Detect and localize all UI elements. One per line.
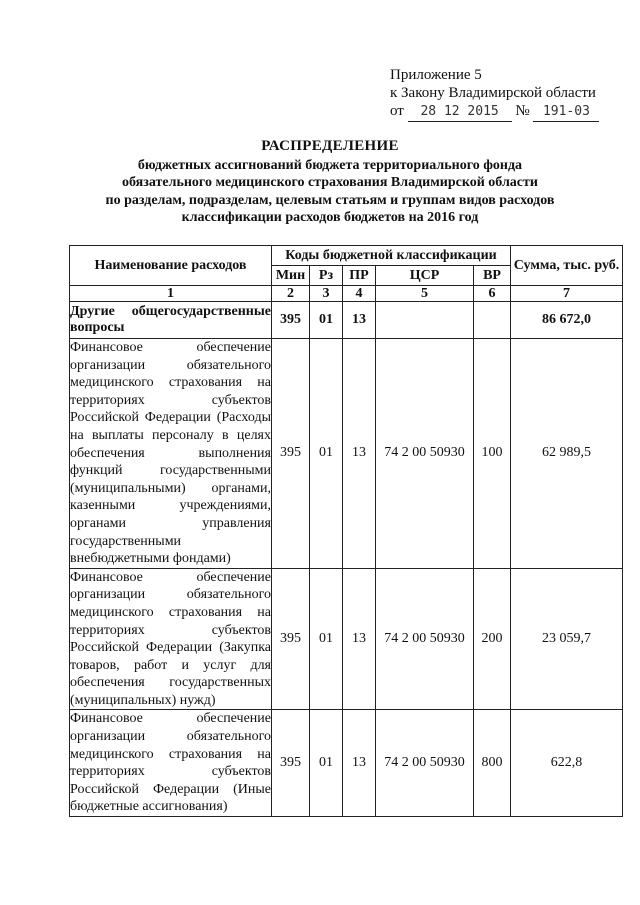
- row-rz: 01: [310, 339, 343, 569]
- date-value: 28 12 2015: [408, 103, 512, 122]
- row-rz: 01: [310, 302, 343, 339]
- column-number: 7: [511, 286, 623, 302]
- row-name: Финансовое обеспечение организации обязательного медицинского страхования на территориях субъектов Российской Федерации (Расходы на выплаты персоналу в целях обеспечения выполнения функций государственными (муниципальными) органами, казенными учреждениями, органами управления государственными внебюджетными фондами): [70, 339, 272, 569]
- row-rz: 01: [310, 568, 343, 710]
- header-pr: ПР: [343, 266, 376, 286]
- column-number: 5: [376, 286, 474, 302]
- table-row: [70, 302, 623, 339]
- column-number-row: [70, 286, 623, 302]
- row-sum: 23 059,7: [511, 568, 623, 710]
- header-csr: ЦСР: [376, 266, 474, 286]
- column-number: 1: [70, 286, 272, 302]
- column-number: 3: [310, 286, 343, 302]
- appendix-date-number-line: [390, 102, 630, 122]
- row-pr: 13: [343, 339, 376, 569]
- row-min: 395: [272, 568, 310, 710]
- row-name: Финансовое обеспечение организации обязательного медицинского страхования на территориях субъектов Российской Федерации (Иные бюджетные ассигнования): [70, 710, 272, 817]
- row-min: 395: [272, 710, 310, 817]
- header-codes: Коды бюджетной классификации: [272, 246, 511, 266]
- table-row: [70, 339, 623, 569]
- table-row: [70, 710, 623, 817]
- title-line-1: бюджетных ассигнований бюджета территориального фонда: [137, 157, 523, 173]
- row-vr: 800: [474, 710, 511, 817]
- title-line-3: по разделам, подразделам, целевым статьям и группам видов расходов: [105, 192, 555, 208]
- date-prefix: от: [390, 103, 404, 119]
- table-header-row: [70, 246, 623, 266]
- row-pr: 13: [343, 302, 376, 339]
- row-sum: 622,8: [511, 710, 623, 817]
- row-vr: 200: [474, 568, 511, 710]
- document-title: [40, 138, 620, 227]
- row-pr: 13: [343, 568, 376, 710]
- row-csr: [376, 302, 474, 339]
- row-min: 395: [272, 302, 310, 339]
- row-vr: [474, 302, 511, 339]
- title-main: РАСПРЕДЕЛЕНИЕ: [261, 138, 399, 154]
- row-csr: 74 2 00 50930: [376, 339, 474, 569]
- column-number: 6: [474, 286, 511, 302]
- header-vr: ВР: [474, 266, 511, 286]
- row-pr: 13: [343, 710, 376, 817]
- header-min: Мин: [272, 266, 310, 286]
- title-line-4: классификации расходов бюджетов на 2016 год: [181, 210, 479, 225]
- table-row: [70, 568, 623, 710]
- column-number: 4: [343, 286, 376, 302]
- number-value: 191-03: [533, 103, 599, 122]
- title-line-2: обязательного медицинского страхования Владимирской области: [122, 175, 538, 190]
- row-name: Другие общегосударственные вопросы: [70, 302, 272, 339]
- row-csr: 74 2 00 50930: [376, 568, 474, 710]
- header-sum: Сумма, тыс. руб.: [511, 246, 623, 286]
- appendix-label: Приложение 5: [390, 67, 482, 83]
- row-rz: 01: [310, 710, 343, 817]
- row-min: 395: [272, 339, 310, 569]
- row-csr: 74 2 00 50930: [376, 710, 474, 817]
- budget-table: [69, 245, 623, 817]
- row-name: Финансовое обеспечение организации обязательного медицинского страхования на территориях субъектов Российской Федерации (Закупка товаров, работ и услуг для обеспечения государственных (муниципальных) нужд): [70, 568, 272, 710]
- row-sum: 62 989,5: [511, 339, 623, 569]
- row-vr: 100: [474, 339, 511, 569]
- appendix-law-reference: к Закону Владимирской области: [390, 85, 596, 101]
- row-sum: 86 672,0: [511, 302, 623, 339]
- number-prefix: №: [515, 103, 530, 119]
- appendix-header: [390, 66, 630, 122]
- column-number: 2: [272, 286, 310, 302]
- header-rz: Рз: [310, 266, 343, 286]
- header-name: Наименование расходов: [70, 246, 272, 286]
